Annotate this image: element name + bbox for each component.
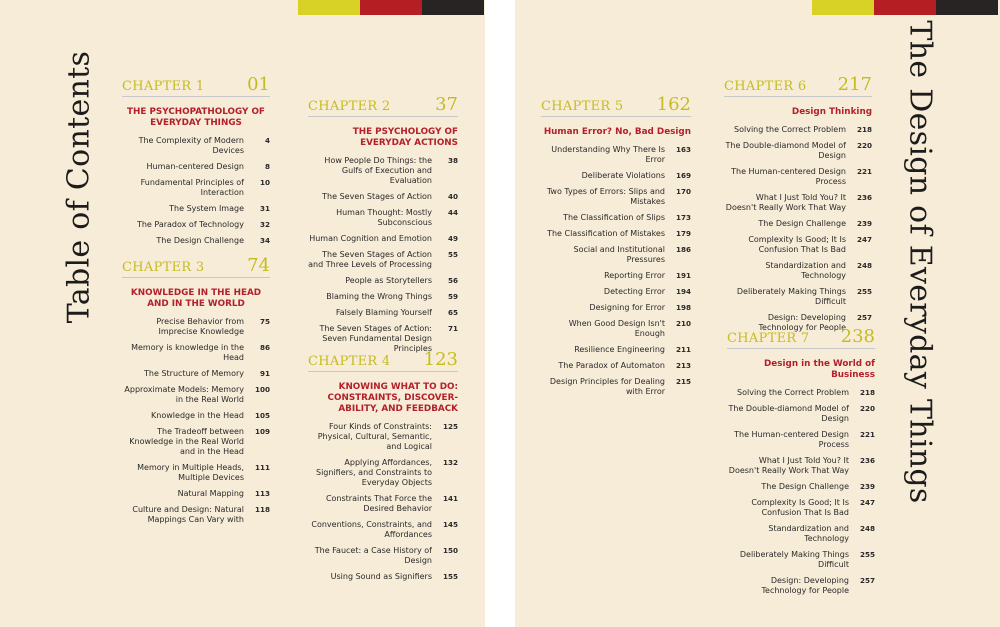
entry-page-number: 211 (675, 345, 691, 354)
toc-entry (724, 235, 872, 255)
entry-title: The Design Challenge (758, 219, 846, 228)
red-stripe (874, 0, 936, 15)
entry-page-number: 221 (856, 167, 872, 176)
entry-page-number: 247 (856, 235, 872, 244)
entry-title: Complexity Is Good; It Is Confusion That Is Bad (751, 498, 849, 517)
toc-entry (541, 171, 691, 181)
toc-entry (308, 458, 458, 488)
toc-entry (541, 229, 691, 239)
toc-entry (541, 145, 691, 165)
toc-entry (122, 136, 270, 156)
entry-page-number: 220 (856, 141, 872, 150)
left-color-bar (298, 0, 484, 15)
chapter-page-number: 238 (840, 326, 875, 347)
entry-title: Understanding Why There Is Error (551, 145, 665, 164)
chapter-title: Human Error? No, Bad Design (543, 127, 691, 137)
entry-title: Deliberately Making Things Difficult (739, 550, 849, 569)
entry-page-number: 150 (442, 546, 458, 555)
toc-entry (724, 261, 872, 281)
entry-page-number: 56 (447, 276, 458, 285)
chapter-header (541, 94, 691, 117)
entry-title: Conventions, Constraints, and Affordances (311, 520, 432, 539)
entry-page-number: 239 (859, 482, 875, 491)
entry-page-number: 118 (254, 505, 270, 514)
chapter-title: Design Thinking (791, 107, 872, 117)
entry-page-number: 8 (264, 162, 270, 171)
entry-title: Human-centered Design (146, 162, 244, 171)
entry-page-number: 44 (447, 208, 458, 217)
entry-title: Two Types of Errors: Slips and Mistakes (546, 187, 665, 206)
entry-title: The Human-centered Design Process (731, 167, 846, 186)
chapter-header (724, 74, 872, 97)
toc-entry (122, 178, 270, 198)
entry-page-number: 59 (447, 292, 458, 301)
entry-page-number: 247 (859, 498, 875, 507)
entry-title: Culture and Design: Natural Mappings Can Vary with (132, 505, 244, 524)
entry-title: The Seven Stages of Action and Three Levels of Processing (308, 250, 432, 269)
toc-entry (541, 377, 691, 397)
entry-title: Complexity Is Good; It Is Confusion That Is Bad (748, 235, 846, 254)
toc-entry (727, 498, 875, 518)
toc-entry (727, 576, 875, 596)
toc-entry (727, 388, 875, 398)
entry-page-number: 239 (856, 219, 872, 228)
toc-entry (122, 162, 270, 172)
entry-page-number: 236 (859, 456, 875, 465)
entry-title: The Human-centered Design Process (734, 430, 849, 449)
entry-page-number: 32 (259, 220, 270, 229)
entry-title: Detecting Error (603, 287, 665, 296)
dark-stripe (422, 0, 484, 15)
toc-entry (308, 572, 458, 582)
entry-title: The Design Challenge (156, 236, 244, 245)
entry-page-number: 71 (447, 324, 458, 333)
entry-title: Natural Mapping (177, 489, 244, 498)
toc-entry (308, 422, 458, 452)
toc-entry (308, 520, 458, 540)
yellow-stripe (812, 0, 874, 15)
entry-title: How People Do Things: the Gulfs of Execution and Evaluation (324, 156, 432, 185)
chapter-header (308, 94, 458, 117)
entry-title: What I Just Told You? It Doesn't Really Work That Way (725, 193, 846, 212)
entry-title: Standardization and Technology (768, 524, 849, 543)
entry-title: Memory is knowledge in the Head (131, 343, 244, 362)
entry-page-number: 210 (675, 319, 691, 328)
toc-entry (122, 369, 270, 379)
chapter-header (122, 255, 270, 278)
entry-title: The Faucet: a Case History of Design (314, 546, 432, 565)
entry-page-number: 236 (856, 193, 872, 202)
entry-page-number: 4 (264, 136, 270, 145)
entry-title: The Structure of Memory (144, 369, 244, 378)
chapter-header (122, 74, 270, 97)
entry-page-number: 145 (442, 520, 458, 529)
toc-entry (724, 141, 872, 161)
toc-entry (541, 271, 691, 281)
entry-page-number: 215 (675, 377, 691, 386)
toc-entry (541, 245, 691, 265)
entry-page-number: 213 (675, 361, 691, 370)
entry-title: Four Kinds of Constraints: Physical, Cultural, Semantic, and Logical (317, 422, 432, 451)
entry-title: Social and Institutional Pressures (573, 245, 665, 264)
entry-title: Standardization and Technology (765, 261, 846, 280)
entry-page-number: 255 (859, 550, 875, 559)
entry-page-number: 155 (442, 572, 458, 581)
entry-page-number: 141 (442, 494, 458, 503)
chapter-title: THE PSYCHOLOGY OF EVERYDAY ACTIONS (352, 127, 458, 148)
entry-title: The Seven Stages of Action (322, 192, 432, 201)
entry-title: Reporting Error (604, 271, 665, 280)
entry-title: The Paradox of Automaton (558, 361, 665, 370)
entry-page-number: 255 (856, 287, 872, 296)
entry-page-number: 163 (675, 145, 691, 154)
entry-title: The System Image (169, 204, 244, 213)
toc-entry (727, 404, 875, 424)
chapter-title: KNOWING WHAT TO DO: CONSTRAINTS, DISCOVER-ABILITY, AND FEEDBACK (327, 382, 458, 414)
entry-title: Design: Developing Technology for People (758, 313, 846, 332)
entry-page-number: 179 (675, 229, 691, 238)
entry-page-number: 173 (675, 213, 691, 222)
entry-page-number: 218 (859, 388, 875, 397)
toc-entry (308, 308, 458, 318)
toc-entry (541, 319, 691, 339)
entry-title: The Seven Stages of Action: Seven Fundamental Design Principles (319, 324, 432, 353)
chapter-label: CHAPTER 1 (122, 79, 205, 94)
toc-entry (724, 287, 872, 307)
right-color-bar (812, 0, 998, 15)
chapter-label: CHAPTER 6 (724, 79, 807, 94)
entry-page-number: 113 (254, 489, 270, 498)
entry-title: Deliberately Making Things Difficult (736, 287, 846, 306)
toc-entry (308, 234, 458, 244)
entry-page-number: 86 (259, 343, 270, 352)
chapter-header (727, 326, 875, 349)
entry-title: Resilience Engineering (574, 345, 665, 354)
toc-entry (727, 524, 875, 544)
entry-page-number: 111 (254, 463, 270, 472)
chapter-title: KNOWLEDGE IN THE HEAD AND IN THE WORLD (130, 288, 262, 309)
chapter-page-number: 01 (247, 74, 270, 95)
chapter-label: CHAPTER 4 (308, 354, 391, 369)
book-title: The Design of Everyday Things (902, 20, 938, 504)
toc-entry (541, 345, 691, 355)
toc-entry (122, 411, 270, 421)
toc-entry (122, 317, 270, 337)
entry-page-number: 170 (675, 187, 691, 196)
toc-entry (122, 204, 270, 214)
toc-entry (541, 303, 691, 313)
entry-page-number: 100 (254, 385, 270, 394)
chapter-title: Design in the World of Business (764, 359, 875, 380)
chapter-title: THE PSYCHOPATHOLOGY OF EVERYDAY THINGS (127, 107, 265, 128)
toc-entry (308, 192, 458, 202)
entry-title: Applying Affordances, Signifiers, and Constraints to Everyday Objects (316, 458, 432, 487)
entry-page-number: 75 (259, 317, 270, 326)
entry-title: Blaming the Wrong Things (326, 292, 432, 301)
entry-title: The Paradox of Technology (136, 220, 244, 229)
entry-page-number: 38 (447, 156, 458, 165)
toc-entry (724, 167, 872, 187)
toc-entry (541, 287, 691, 297)
entry-page-number: 257 (856, 313, 872, 322)
entry-title: Precise Behavior from Imprecise Knowledge (156, 317, 244, 336)
entry-page-number: 257 (859, 576, 875, 585)
toc-entry (308, 250, 458, 270)
chapter-1-block (122, 74, 270, 252)
toc-entry (308, 208, 458, 228)
toc-entry (122, 343, 270, 363)
entry-title: The Design Challenge (761, 482, 849, 491)
entry-page-number: 31 (259, 204, 270, 213)
chapter-page-number: 74 (247, 255, 270, 276)
toc-entry (727, 430, 875, 450)
entry-title: People as Storytellers (345, 276, 432, 285)
entry-page-number: 132 (442, 458, 458, 467)
chapter-7-block (727, 326, 875, 602)
entry-title: The Tradeoff between Knowledge in the Real World and in the Head (129, 427, 244, 456)
entry-title: The Complexity of Modern Devices (138, 136, 244, 155)
entry-title: When Good Design Isn't Enough (568, 319, 665, 338)
chapter-6-block (724, 74, 872, 339)
toc-entry (122, 505, 270, 525)
chapter-4-block (308, 349, 458, 588)
entry-title: What I Just Told You? It Doesn't Really Work That Way (728, 456, 849, 475)
entry-title: Memory in Multiple Heads, Multiple Devices (137, 463, 244, 482)
toc-entry (122, 463, 270, 483)
entry-page-number: 169 (675, 171, 691, 180)
chapter-page-number: 37 (435, 94, 458, 115)
entry-title: The Classification of Slips (563, 213, 665, 222)
entry-page-number: 194 (675, 287, 691, 296)
toc-entry (122, 385, 270, 405)
entry-page-number: 191 (675, 271, 691, 280)
toc-entry (308, 276, 458, 286)
entry-page-number: 10 (259, 178, 270, 187)
chapter-5-block (541, 94, 691, 403)
entry-page-number: 34 (259, 236, 270, 245)
entry-page-number: 186 (675, 245, 691, 254)
toc-entry (308, 156, 458, 186)
entry-title: Constraints That Force the Desired Behavior (325, 494, 432, 513)
chapter-label: CHAPTER 5 (541, 99, 624, 114)
entry-page-number: 221 (859, 430, 875, 439)
chapter-label: CHAPTER 7 (727, 331, 810, 346)
toc-entry (727, 550, 875, 570)
entry-page-number: 109 (254, 427, 270, 436)
chapter-page-number: 162 (656, 94, 691, 115)
entry-title: Human Thought: Mostly Subconscious (336, 208, 432, 227)
chapter-header (308, 349, 458, 372)
toc-entry (122, 236, 270, 246)
entry-title: Using Sound as Signifiers (330, 572, 432, 581)
entry-page-number: 125 (442, 422, 458, 431)
entry-title: The Double-diamond Model of Design (725, 141, 846, 160)
toc-entry (122, 427, 270, 457)
chapter-3-block (122, 255, 270, 531)
entry-title: Knowledge in the Head (151, 411, 244, 420)
entry-page-number: 40 (447, 192, 458, 201)
toc-entry (727, 456, 875, 476)
entry-title: Design: Developing Technology for People (761, 576, 849, 595)
dark-stripe (936, 0, 998, 15)
entry-title: Designing for Error (589, 303, 665, 312)
entry-page-number: 218 (856, 125, 872, 134)
entry-page-number: 49 (447, 234, 458, 243)
entry-page-number: 91 (259, 369, 270, 378)
yellow-stripe (298, 0, 360, 15)
toc-entry (724, 219, 872, 229)
entry-title: Fundamental Principles of Interaction (140, 178, 244, 197)
entry-title: Approximate Models: Memory in the Real World (124, 385, 244, 404)
chapter-label: CHAPTER 2 (308, 99, 391, 114)
entry-title: Solving the Correct Problem (737, 388, 849, 397)
entry-title: Falsely Blaming Yourself (335, 308, 432, 317)
toc-entry (122, 220, 270, 230)
toc-entry (308, 494, 458, 514)
entry-page-number: 198 (675, 303, 691, 312)
table-of-contents-title: Table of Contents (61, 50, 97, 324)
chapter-page-number: 123 (423, 349, 458, 370)
entry-page-number: 65 (447, 308, 458, 317)
toc-entry (541, 213, 691, 223)
entry-title: Solving the Correct Problem (734, 125, 846, 134)
toc-entry (727, 482, 875, 492)
entry-title: Deliberate Violations (581, 171, 665, 180)
entry-title: Human Cognition and Emotion (309, 234, 432, 243)
entry-page-number: 248 (859, 524, 875, 533)
entry-title: The Classification of Mistakes (547, 229, 665, 238)
entry-page-number: 220 (859, 404, 875, 413)
toc-entry (308, 292, 458, 302)
entry-page-number: 248 (856, 261, 872, 270)
chapter-2-block (308, 94, 458, 360)
toc-entry (122, 489, 270, 499)
toc-entry (724, 125, 872, 135)
toc-entry (541, 361, 691, 371)
toc-entry (724, 193, 872, 213)
red-stripe (360, 0, 422, 15)
entry-title: Design Principles for Dealing with Error (549, 377, 665, 396)
entry-page-number: 55 (447, 250, 458, 259)
chapter-page-number: 217 (837, 74, 872, 95)
entry-title: The Double-diamond Model of Design (728, 404, 849, 423)
toc-entry (541, 187, 691, 207)
toc-entry (308, 546, 458, 566)
chapter-label: CHAPTER 3 (122, 260, 205, 275)
entry-page-number: 105 (254, 411, 270, 420)
